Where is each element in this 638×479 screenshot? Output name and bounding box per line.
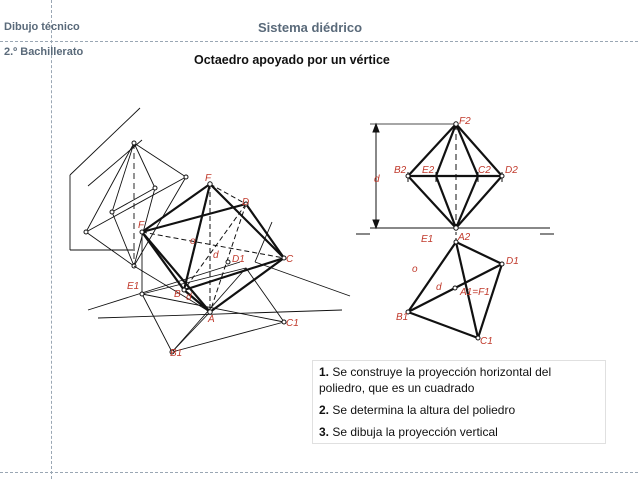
label-F-persp: F xyxy=(205,173,212,184)
steps-box xyxy=(312,360,606,444)
page-title: Octaedro apoyado por un vértice xyxy=(194,53,390,67)
label-A1F1: A1=F1 xyxy=(460,287,490,298)
label-D1-persp: D1 xyxy=(232,254,245,265)
label-d-persp2: d xyxy=(186,292,192,303)
step-1: 1. Se construye la proyección horizontal del poliedro, que es un cuadrado xyxy=(319,365,552,395)
label-height-d: d xyxy=(374,174,380,185)
label-C-persp: C xyxy=(286,254,294,265)
label-E1-persp: E1 xyxy=(127,281,140,292)
label-A-persp: A xyxy=(208,314,215,325)
label-o-right: o xyxy=(412,264,418,275)
label-C1: C1 xyxy=(480,336,493,347)
course-label: 2.º Bachillerato xyxy=(4,46,84,58)
label-B2: B2 xyxy=(394,165,407,176)
label-B-persp: B xyxy=(174,289,181,300)
subject-label: Dibujo técnico xyxy=(4,21,80,33)
step-2: 2. Se determina la altura del poliedro xyxy=(319,403,516,417)
label-D-persp: D xyxy=(242,197,250,208)
label-E1: E1 xyxy=(421,234,434,245)
label-F-left: F xyxy=(138,220,145,231)
label-D1: D1 xyxy=(506,256,519,267)
system-title: Sistema diédrico xyxy=(258,20,363,35)
horizontal-projection xyxy=(406,232,504,340)
label-d-persp: d xyxy=(213,250,219,261)
label-o-persp: o xyxy=(190,236,196,247)
label-d-right: d xyxy=(436,282,442,293)
vertical-projection xyxy=(356,122,554,234)
label-B1: B1 xyxy=(396,312,409,323)
vertex-labels xyxy=(127,116,519,359)
label-C1-persp: C1 xyxy=(286,318,299,329)
step-3: 3. Se dibuja la proyección vertical xyxy=(319,425,498,439)
label-B1-persp: B1 xyxy=(170,348,183,359)
label-D2: D2 xyxy=(505,165,518,176)
label-F2: F2 xyxy=(459,116,471,127)
label-C2: C2 xyxy=(478,165,491,176)
label-E2: E2 xyxy=(422,165,435,176)
label-A2: A2 xyxy=(458,232,471,243)
